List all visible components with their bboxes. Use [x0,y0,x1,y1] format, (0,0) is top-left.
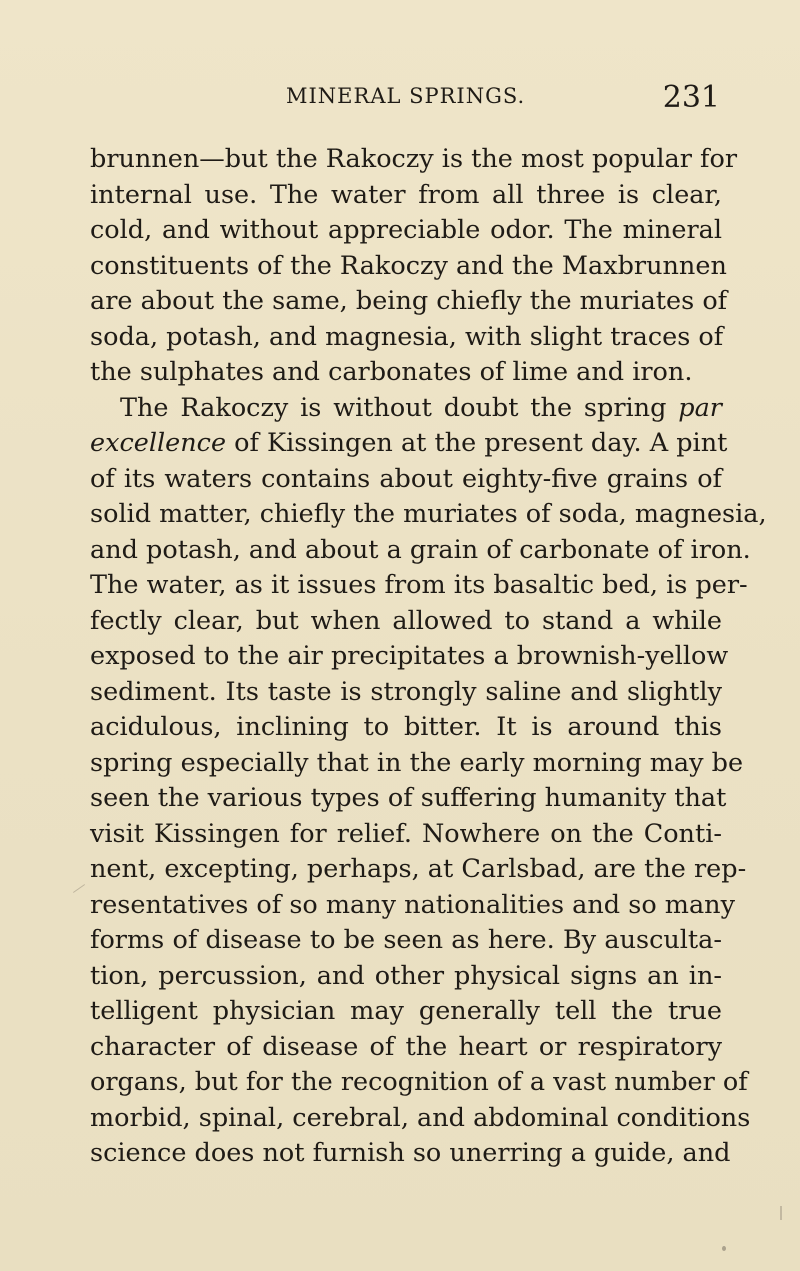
text-line: organs, but for the recognition of a vast number of [90,1067,748,1097]
text-line: The water, as it issues from its basaltic bed, is per- [90,570,748,600]
text-line: of its waters contains about eighty-five grains of [90,463,722,494]
text-line: character of disease of the heart or respiratory [90,1031,722,1062]
text-line: telligent physician may generally tell the true [90,996,722,1026]
text-line: soda, potash, and magnesia, with slight traces of [90,321,724,352]
ink-speck [722,1246,726,1251]
paragraph-first-line [90,391,722,427]
text-line: exposed to the air precipitates a brownish-yellow [90,641,729,671]
text-line: sediment. Its taste is strongly saline and slightly [90,676,722,707]
text-line: brunnen—but the Rakoczy is the most popular for [90,144,738,174]
italic-phrase: excellence [90,428,227,458]
running-head [90,80,720,116]
text-line: seen the various types of suffering humanity that [90,783,727,813]
text-line: internal use. The water from all three is clear, [90,179,722,210]
text-line [90,426,728,462]
text-line: visit Kissingen for relief. Nowhere on the Conti- [90,818,722,849]
text-line: fectly clear, but when allowed to stand a while [90,605,722,636]
text-line: science does not furnish so unerring a guide, and [90,1138,731,1168]
text-span: of Kissingen at the present day. A pint [234,428,728,458]
text-span: The Rakoczy is without doubt the spring [120,392,667,423]
pencil-mark [73,884,85,893]
text-line: acidulous, inclining to bitter. It is around this [90,712,722,742]
text-line: constituents of the Rakoczy and the Maxbrunnen [90,250,727,281]
text-line: the sulphates and carbonates of lime and iron. [90,357,693,387]
text-line: morbid, spinal, cerebral, and abdominal conditions [90,1102,751,1133]
italic-phrase: par [678,392,722,423]
page-number: 231 [662,80,720,115]
ink-speck [780,1206,782,1220]
text-line: cold, and without appreciable odor. The mineral [90,215,722,245]
text-line: forms of disease to be seen as here. By ausculta- [90,925,722,955]
text-line: are about the same, being chiefly the muriates of [90,286,728,316]
text-line: tion, percussion, and other physical signs an in- [90,960,722,991]
text-line: solid matter, chiefly the muriates of soda, magnesia, [90,499,767,529]
text-line: nent, excepting, perhaps, at Carlsbad, are the rep- [90,854,747,884]
body-text [90,142,767,1172]
text-line: spring especially that in the early morning may be [90,747,744,778]
text-line: resentatives of so many nationalities and so many [90,889,735,920]
text-line: and potash, and about a grain of carbonate of iron. [90,534,751,565]
running-title: MINERAL SPRINGS. [286,84,526,108]
